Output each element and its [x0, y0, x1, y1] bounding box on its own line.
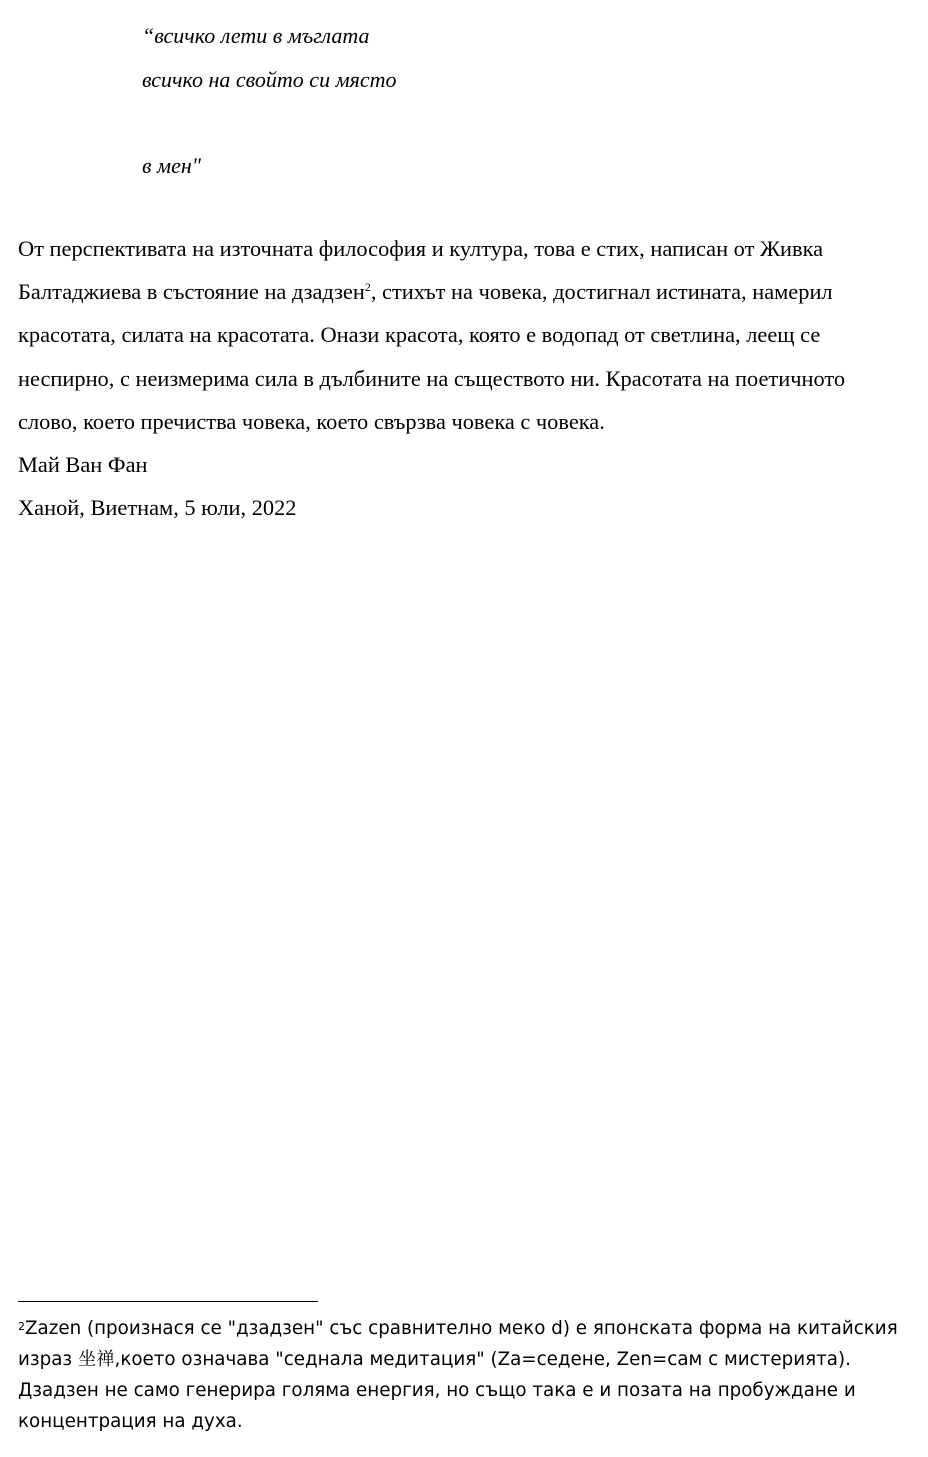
essay-paragraph: [18, 227, 908, 443]
paragraph-text: , стихът на човека, достигнал истината, намерил красотата, силата на красотата. Онази красота, която е водопад от светлина, леещ се неспирно, с неизмерима сила в дълбините на съществото ни. Красотата на поетичното слово, което пречиства човека, което свързва човека с човека.: [18, 279, 846, 434]
poem-line: в мен": [142, 153, 202, 178]
poem-line: всичко на свойто си място: [142, 67, 397, 92]
footnote-text: Zazen (произнася се "дзадзен" със сравнително меко d) е японската форма на китайския израз 坐禅,което означава "седнала медитация" (Za=седене, Zen=сам с мистерията). Дзадзен не само генерира голяма енергия, но също така е и позата на пробуждане и концентрация на духа.: [18, 1318, 898, 1432]
paragraph-text: От перспективата на източната философия и култура, това е стих, написан от Живка Балтаджиева в състояние на дзадзен: [18, 236, 824, 305]
place-date: Ханой, Виетнам, 5 юли, 2022: [18, 495, 297, 521]
footnote-reference[interactable]: 2: [364, 280, 371, 295]
essay-body: [18, 227, 908, 529]
stanza-gap: [142, 102, 396, 144]
author-signature: Май Ван Фан: [18, 452, 148, 478]
footnote: [18, 1313, 908, 1437]
footnote-number: 2: [18, 1320, 25, 1333]
poem-line: “всичко лети в мъглата: [142, 23, 370, 48]
footnote-separator: [18, 1301, 318, 1302]
poem-epigraph: [142, 14, 396, 188]
